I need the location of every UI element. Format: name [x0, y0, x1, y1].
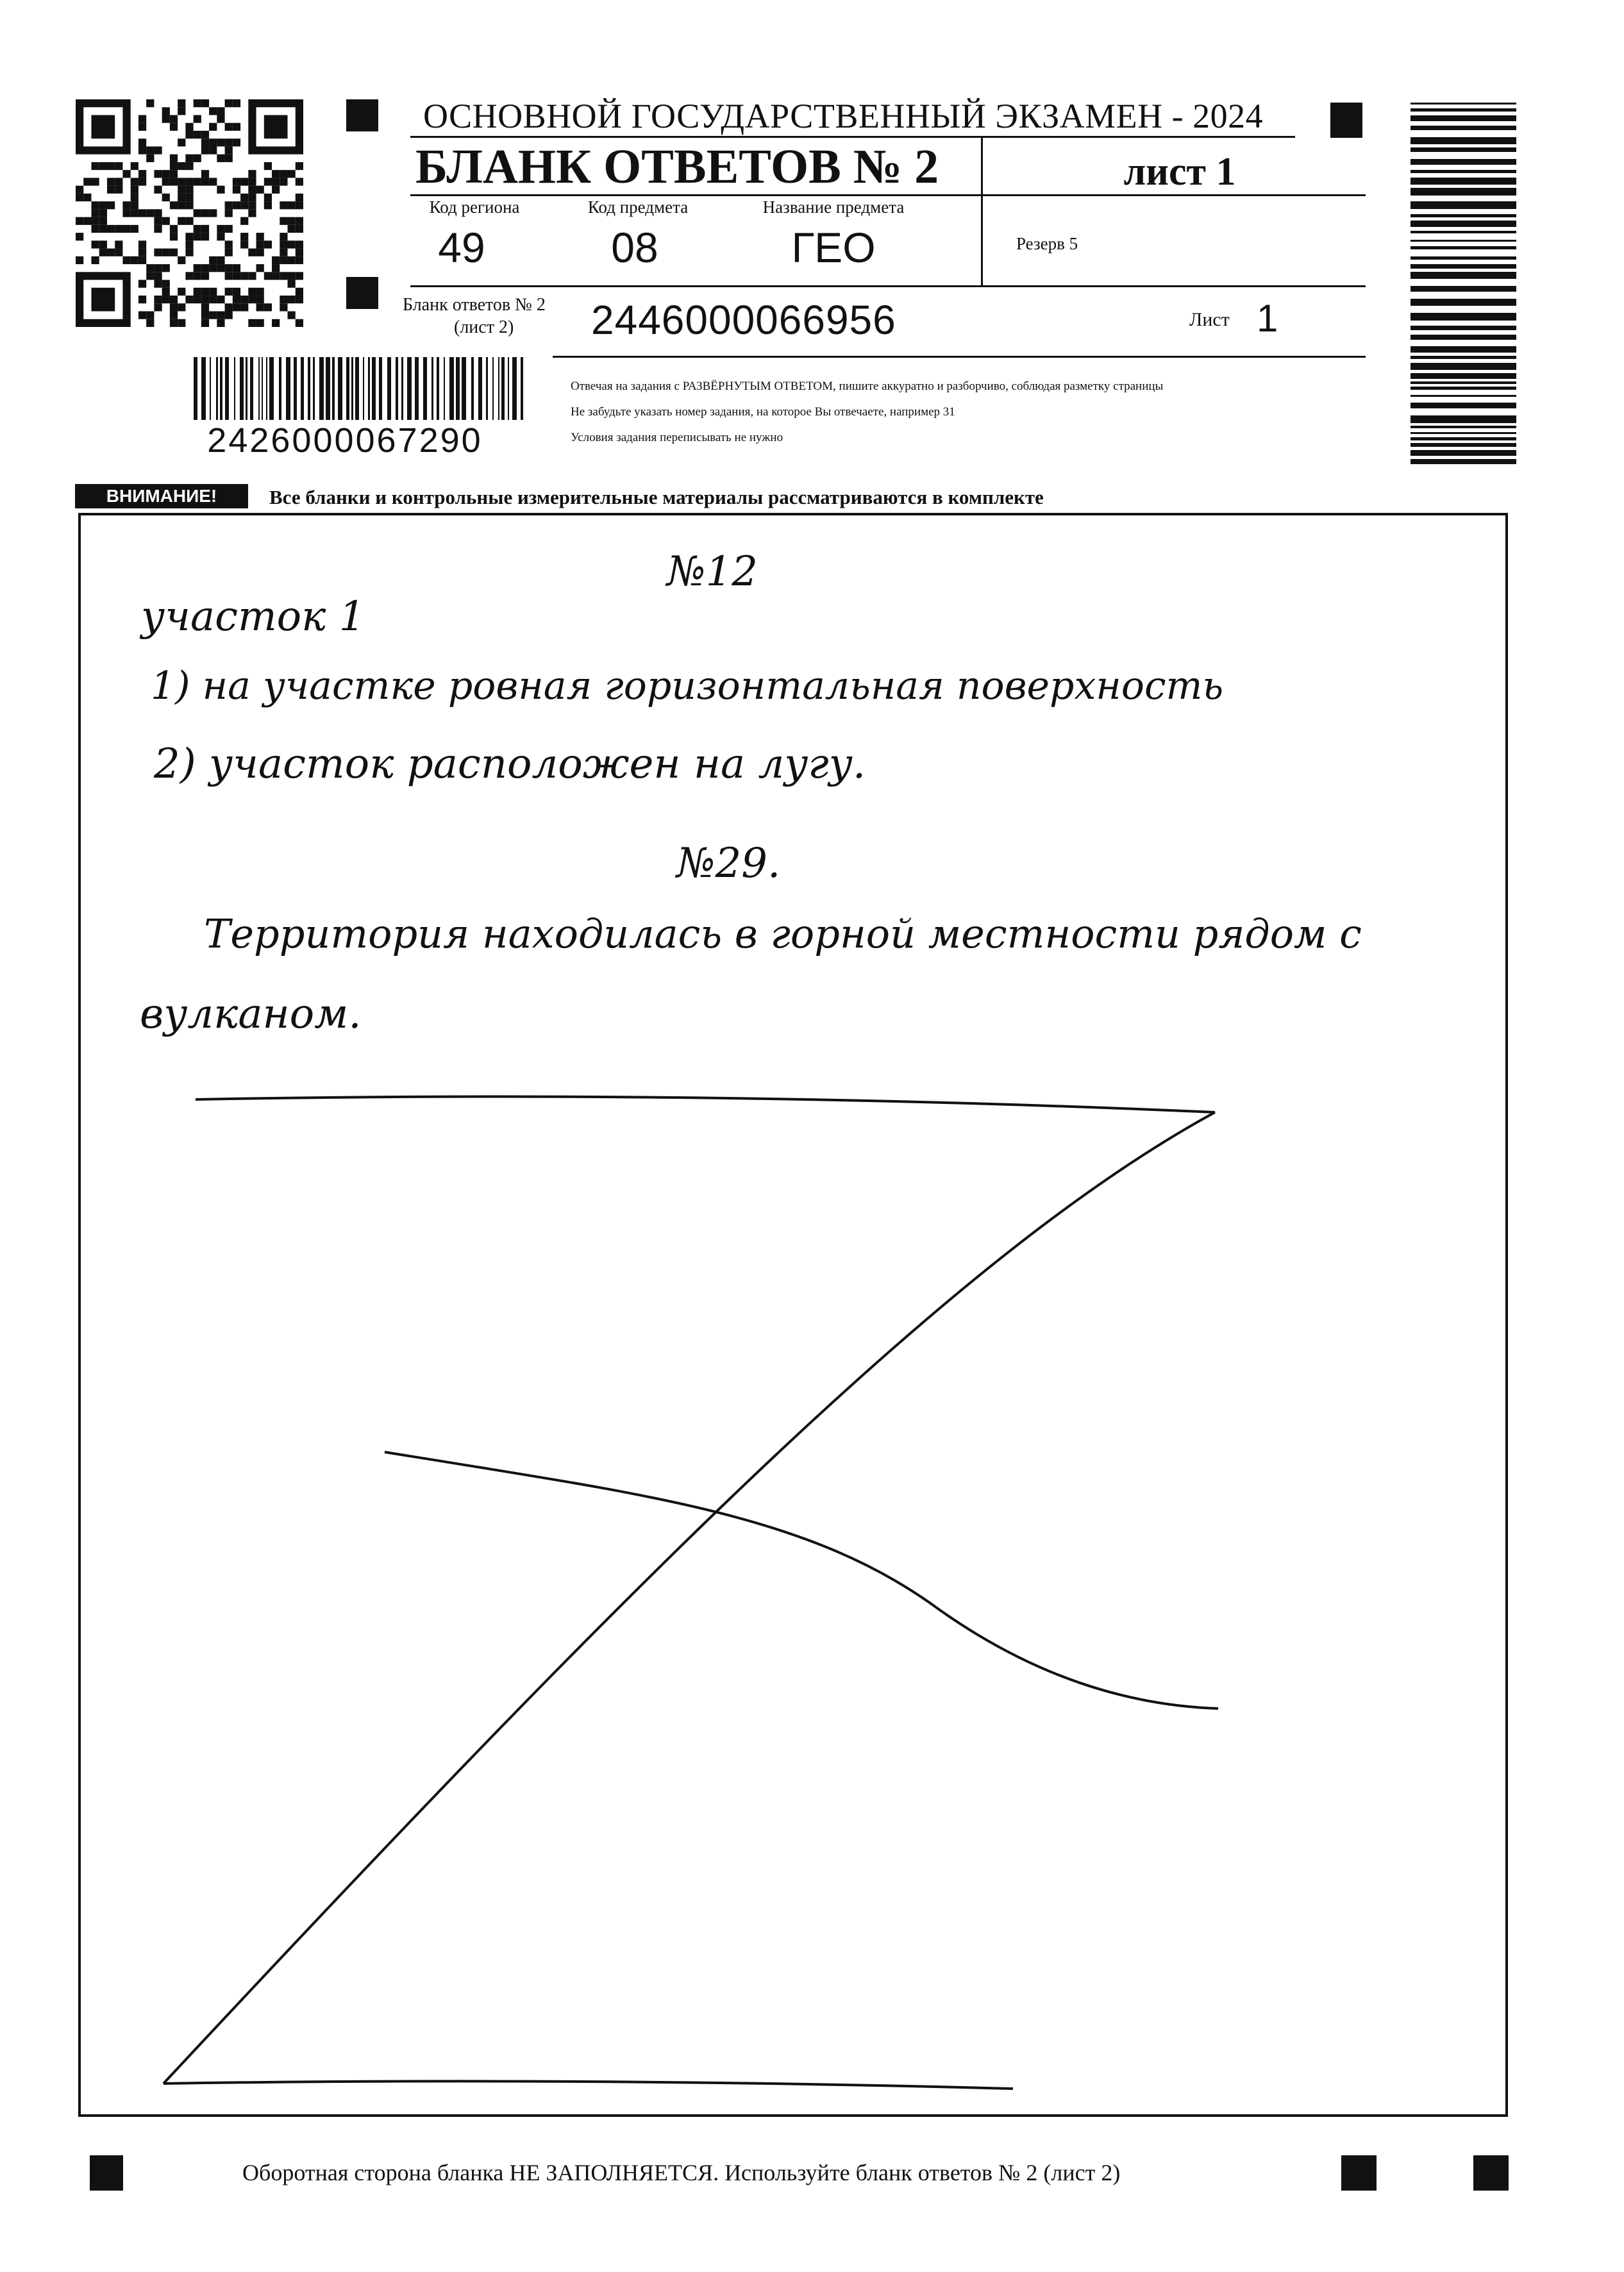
- form-ref-sub: (лист 2): [454, 317, 514, 337]
- task-2-line-1: Территория находилась в горной местности рядом с: [204, 910, 1362, 957]
- list-label: Лист: [1189, 309, 1230, 330]
- attention-text: Все бланки и контрольные измерительные материалы рассматриваются в комплекте: [269, 486, 1044, 508]
- instruction-line-1: Отвечая на задания с РАЗВЁРНУТЫМ ОТВЕТОМ, пишите аккуратно и разборчиво, соблюдая разметку страницы: [571, 380, 1164, 393]
- sheet-label: лист 1: [1123, 150, 1236, 194]
- subject-code-label: Код предмета: [587, 197, 689, 217]
- task-2-line-2: вулканом.: [140, 990, 362, 1038]
- form-title: БЛАНК ОТВЕТОВ № 2: [415, 140, 939, 194]
- task-1-line-1: участок 1: [141, 593, 365, 640]
- instruction-line-3: Условия задания переписывать не нужно: [571, 431, 783, 444]
- reserve-label: Резерв 5: [1016, 234, 1078, 253]
- attention-badge: ВНИМАНИЕ!: [75, 484, 248, 508]
- footer-text: Оборотная сторона бланка НЕ ЗАПОЛНЯЕТСЯ. Используйте бланк ответов № 2 (лист 2): [242, 2160, 1121, 2185]
- list-number: 1: [1257, 297, 1278, 340]
- subject-name-label: Название предмета: [762, 197, 905, 217]
- instruction-line-2: Не забудьте указать номер задания, на которое Вы отвечаете, например 31: [571, 405, 955, 419]
- subject-name-value: ГЕО: [791, 224, 876, 271]
- region-code-value: 49: [438, 224, 485, 271]
- task-2-number: №29.: [676, 840, 781, 887]
- subject-code-value: 08: [611, 224, 658, 271]
- barcode-number: 2426000067290: [165, 420, 524, 461]
- region-code-label: Код региона: [429, 197, 520, 217]
- task-1-number: №12: [667, 548, 758, 596]
- form-number: 2446000066956: [591, 297, 896, 343]
- form-ref-label: Бланк ответов № 2: [403, 295, 546, 315]
- task-1-line-2: 1) на участке ровная горизонтальная поверхность: [151, 664, 1224, 708]
- corner-marker-bottom-right-2: [1473, 2155, 1509, 2191]
- exam-title: ОСНОВНОЙ ГОСУДАРСТВЕННЫЙ ЭКЗАМЕН - 2024: [423, 97, 1264, 135]
- task-1-line-3: 2) участок расположен на лугу.: [154, 740, 866, 788]
- corner-marker-bottom-right-1: [1341, 2155, 1377, 2191]
- corner-marker-bottom-left: [90, 2155, 123, 2191]
